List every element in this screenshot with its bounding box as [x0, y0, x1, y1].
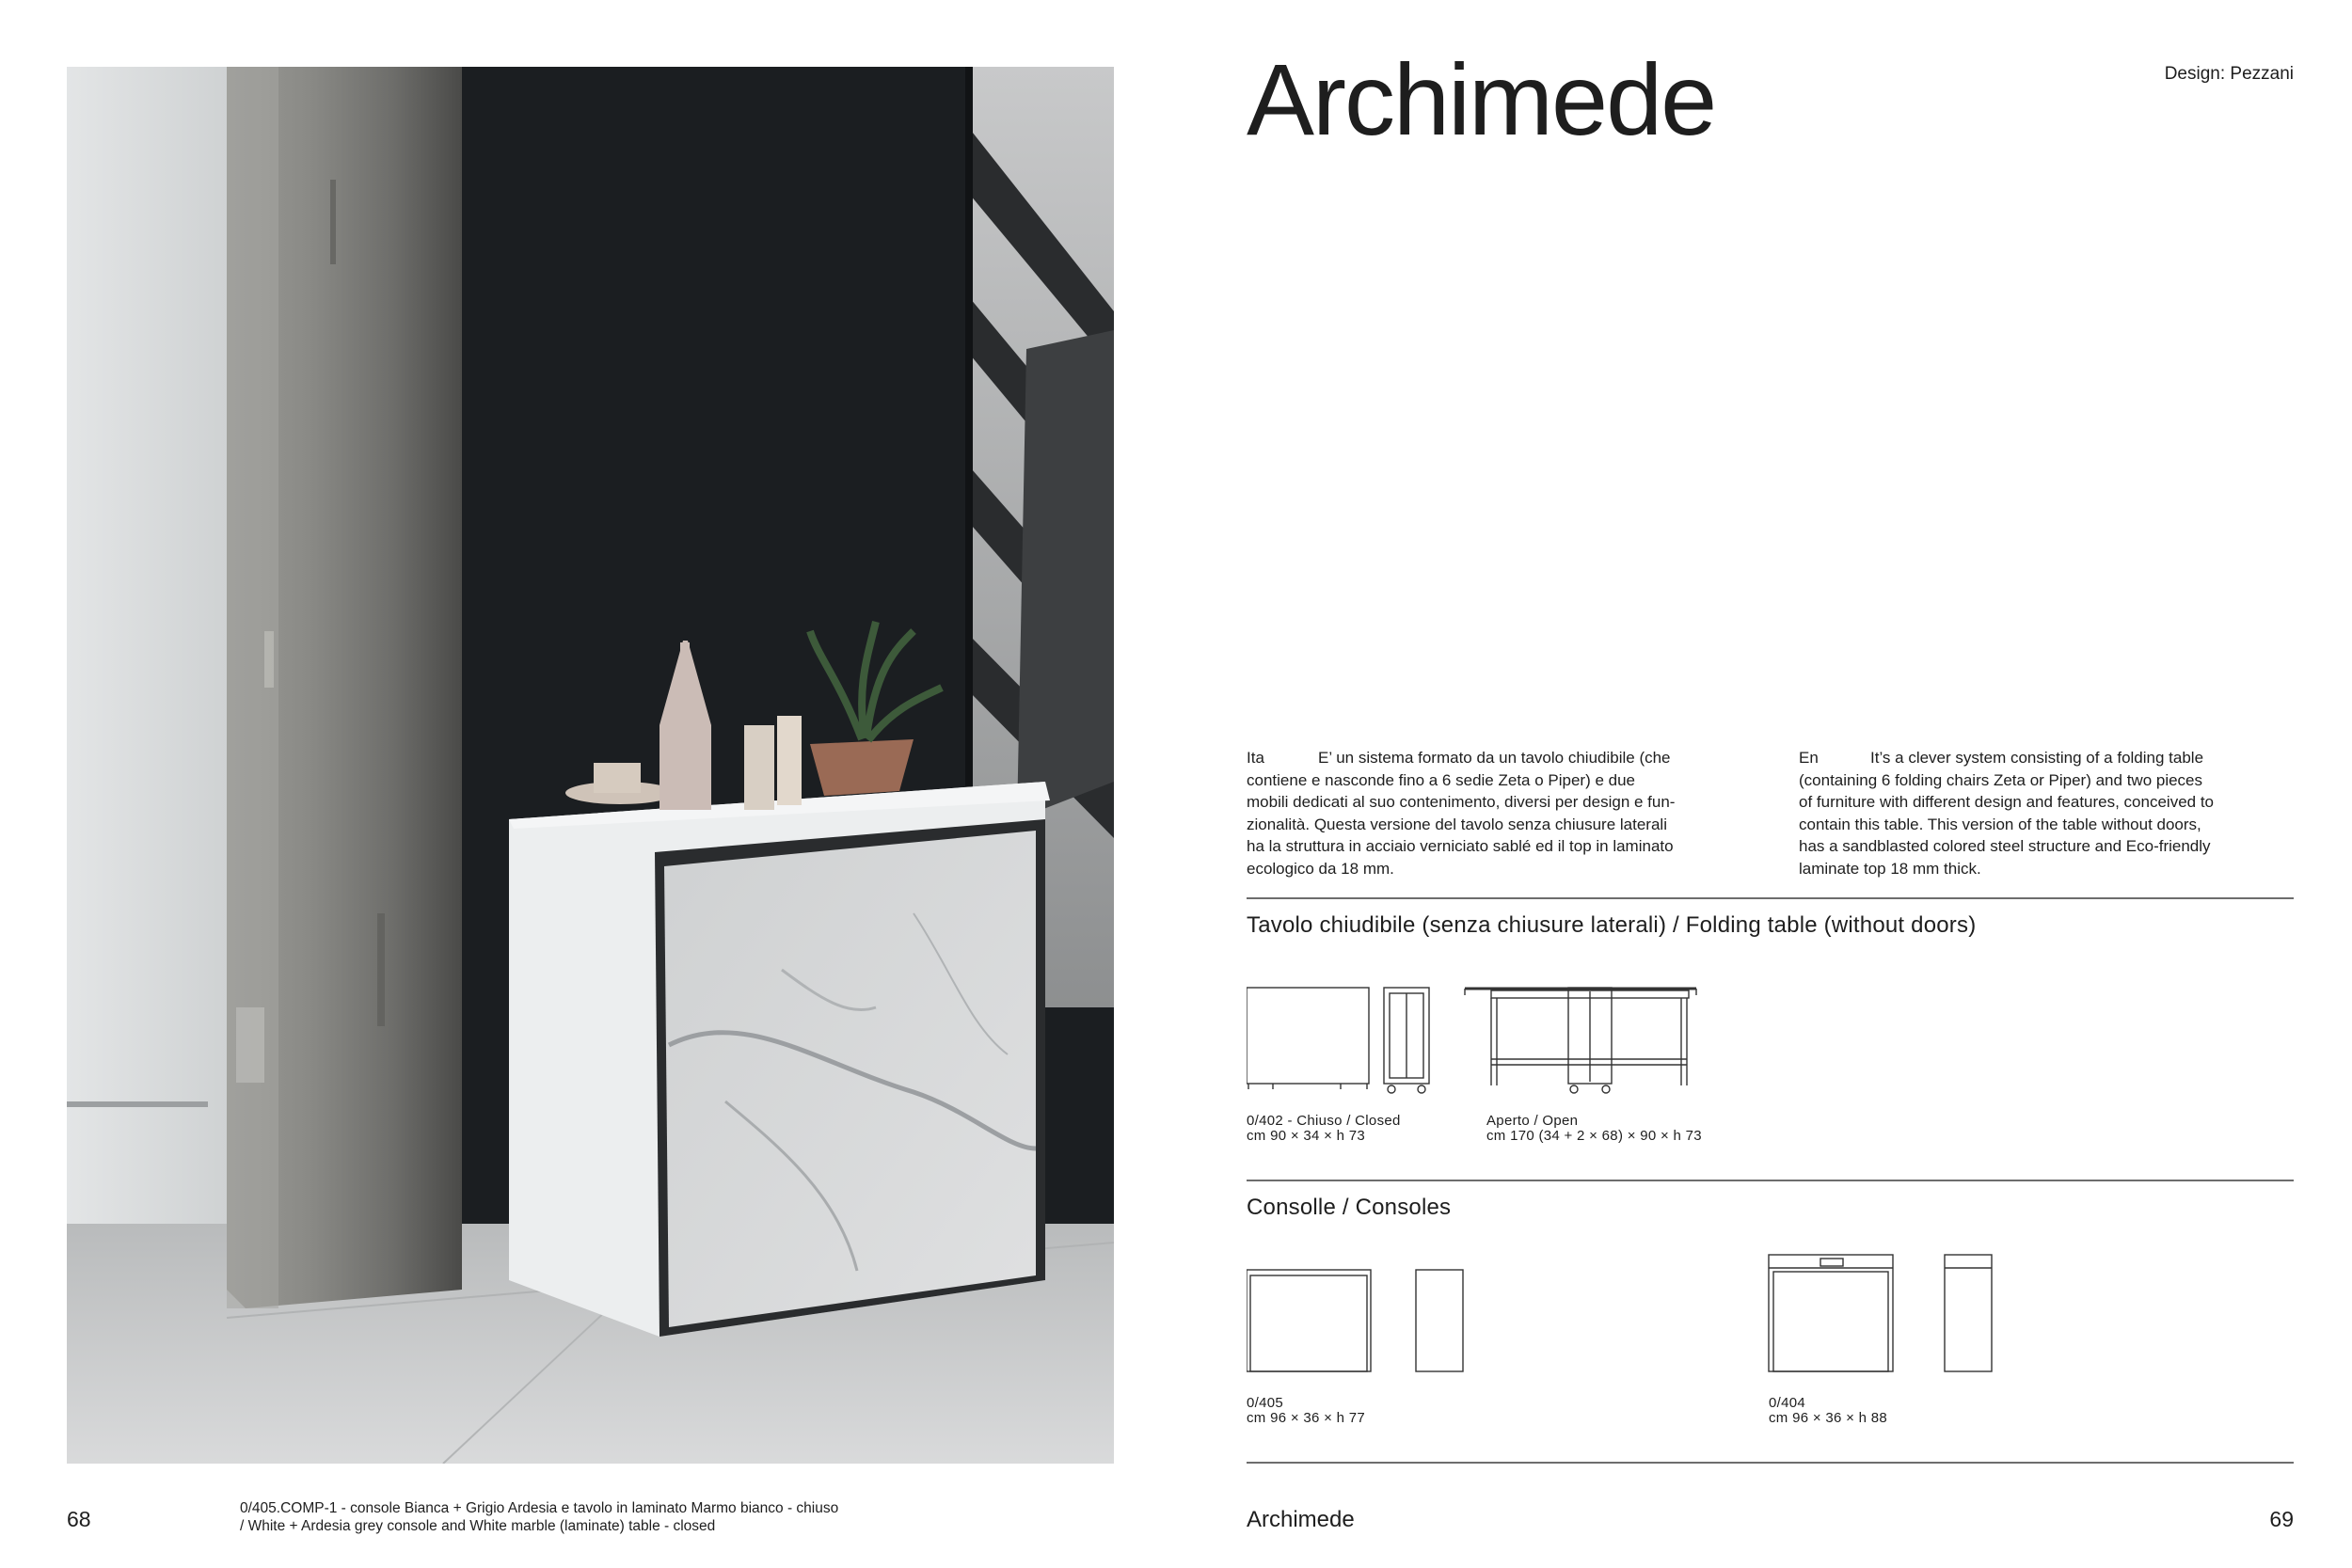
footer-title: Archimede — [1247, 1507, 1355, 1532]
desc-ita-line: mobili dedicati al suo contenimento, diversi per design e fun- — [1247, 793, 1676, 811]
caption-dimensions: cm 90 × 34 × h 73 — [1247, 1128, 1366, 1144]
page-number-right: 69 — [2269, 1507, 2294, 1531]
desc-ita-line: contiene e nasconde fino a 6 sedie Zeta o Piper) e due — [1247, 770, 1636, 789]
photo-caption — [240, 1499, 955, 1535]
description-italian — [1247, 747, 1736, 879]
desc-en-line: (containing 6 folding chairs Zeta or Piper) and two pieces — [1799, 770, 2203, 789]
desc-ita-line: zionalità. Questa versione del tavolo senza chiusure laterali — [1247, 815, 1667, 833]
product-title: Archimede — [1247, 42, 1716, 156]
desc-ita-line: E’ un sistema formato da un tavolo chiudibile (che — [1318, 749, 1671, 767]
product-photo — [67, 67, 1114, 1464]
lang-label-en: En — [1799, 749, 1819, 767]
lang-label-ita: Ita — [1247, 749, 1264, 767]
item-caption-404 — [1769, 1396, 1887, 1426]
desc-en-line: contain this table. This version of the table without doors, — [1799, 815, 2201, 833]
item-caption-405 — [1247, 1396, 1365, 1426]
item-caption-closed — [1247, 1114, 1401, 1144]
folding-table-drawings — [1247, 984, 2009, 1097]
desc-en-line: laminate top 18 mm thick. — [1799, 859, 1981, 878]
desc-ita-line: ecologico da 18 mm. — [1247, 859, 1394, 878]
designer-credit: Design: Pezzani — [2164, 64, 2294, 84]
caption-code: Aperto / Open — [1486, 1113, 1579, 1129]
description-english — [1799, 747, 2288, 879]
divider — [1247, 897, 2294, 899]
divider — [1247, 1462, 2294, 1464]
desc-en-line: of furniture with different design and features, conceived to — [1799, 793, 2215, 811]
caption-code: 0/404 — [1769, 1395, 1806, 1411]
section-heading-folding-table: Tavolo chiudibile (senza chiusure laterali) / Folding table (without doors) — [1247, 912, 1977, 938]
console-drawings — [1247, 1251, 2056, 1375]
caption-dimensions: cm 96 × 36 × h 88 — [1769, 1410, 1888, 1426]
caption-code: 0/405 — [1247, 1395, 1284, 1411]
photo-caption-line: / White + Ardesia grey console and White marble (laminate) table - closed — [240, 1518, 716, 1534]
divider — [1247, 1180, 2294, 1181]
desc-en-line: has a sandblasted colored steel structure and Eco-friendly — [1799, 837, 2211, 855]
item-caption-open — [1486, 1114, 1702, 1144]
desc-ita-line: ha la struttura in acciaio verniciato sablé ed il top in laminato — [1247, 837, 1674, 855]
caption-dimensions: cm 96 × 36 × h 77 — [1247, 1410, 1366, 1426]
photo-caption-line: 0/405.COMP-1 - console Bianca + Grigio Ardesia e tavolo in laminato Marmo bianco - chiuso — [240, 1500, 839, 1516]
caption-dimensions: cm 170 (34 + 2 × 68) × 90 × h 73 — [1486, 1128, 1702, 1144]
caption-code: 0/402 - Chiuso / Closed — [1247, 1113, 1401, 1129]
section-heading-consoles: Consolle / Consoles — [1247, 1195, 1452, 1220]
page-number-left: 68 — [67, 1507, 91, 1531]
desc-en-line: It’s a clever system consisting of a folding table — [1870, 749, 2204, 767]
